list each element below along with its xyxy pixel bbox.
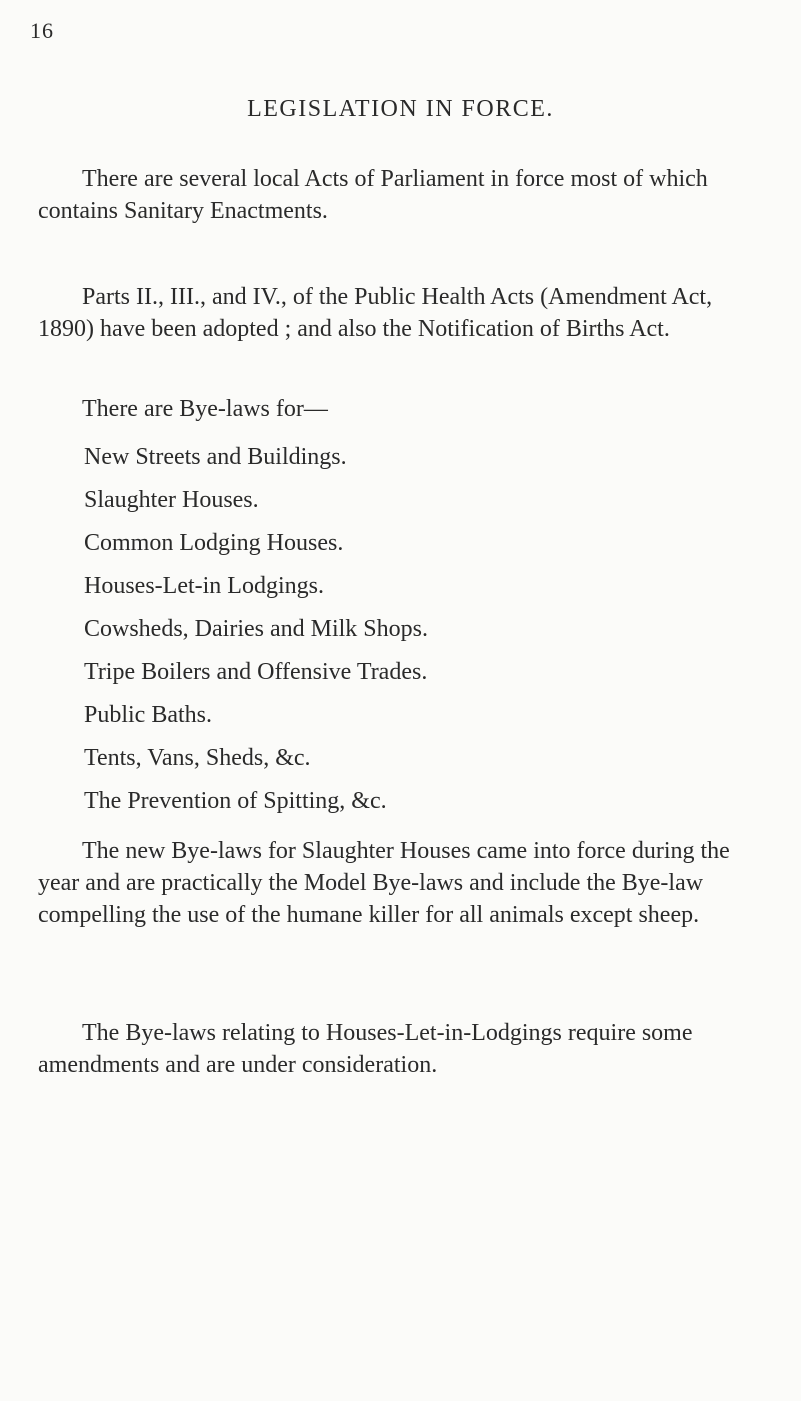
list-item: Tripe Boilers and Offensive Trades. [84, 659, 428, 685]
paragraph-houses-let-in-lodgings: The Bye-laws relating to Houses-Let-in-Lodgings require some amendments and are under consideration. [38, 1020, 693, 1078]
list-item: Common Lodging Houses. [84, 530, 344, 556]
paragraph-bye-laws-intro: There are Bye-laws for— [82, 396, 328, 422]
list-item: Tents, Vans, Sheds, &c. [84, 745, 311, 771]
bye-laws-list [84, 436, 428, 823]
paragraph-public-health-acts: Parts II., III., and IV., of the Public Health Acts (Amendment Act, 1890) have been adopted ; and also the Notification of Births Act. [38, 284, 713, 342]
paragraph-slaughter-houses: The new Bye-laws for Slaughter Houses came into force during the year and are practically the Model Bye-laws and include the Bye-law compelling the use of the humane killer for all animals except sheep. [38, 838, 730, 928]
list-item: Slaughter Houses. [84, 487, 259, 513]
list-item: Cowsheds, Dairies and Milk Shops. [84, 616, 428, 642]
page-heading: LEGISLATION IN FORCE. [247, 96, 554, 122]
list-item: New Streets and Buildings. [84, 444, 347, 470]
list-item: The Prevention of Spitting, &c. [84, 788, 387, 814]
page-number: 16 [30, 18, 54, 43]
list-item: Public Baths. [84, 702, 213, 728]
paragraph-local-acts: There are several local Acts of Parliament in force most of which contains Sanitary Enactments. [38, 166, 708, 224]
list-item: Houses-Let-in Lodgings. [84, 573, 324, 599]
